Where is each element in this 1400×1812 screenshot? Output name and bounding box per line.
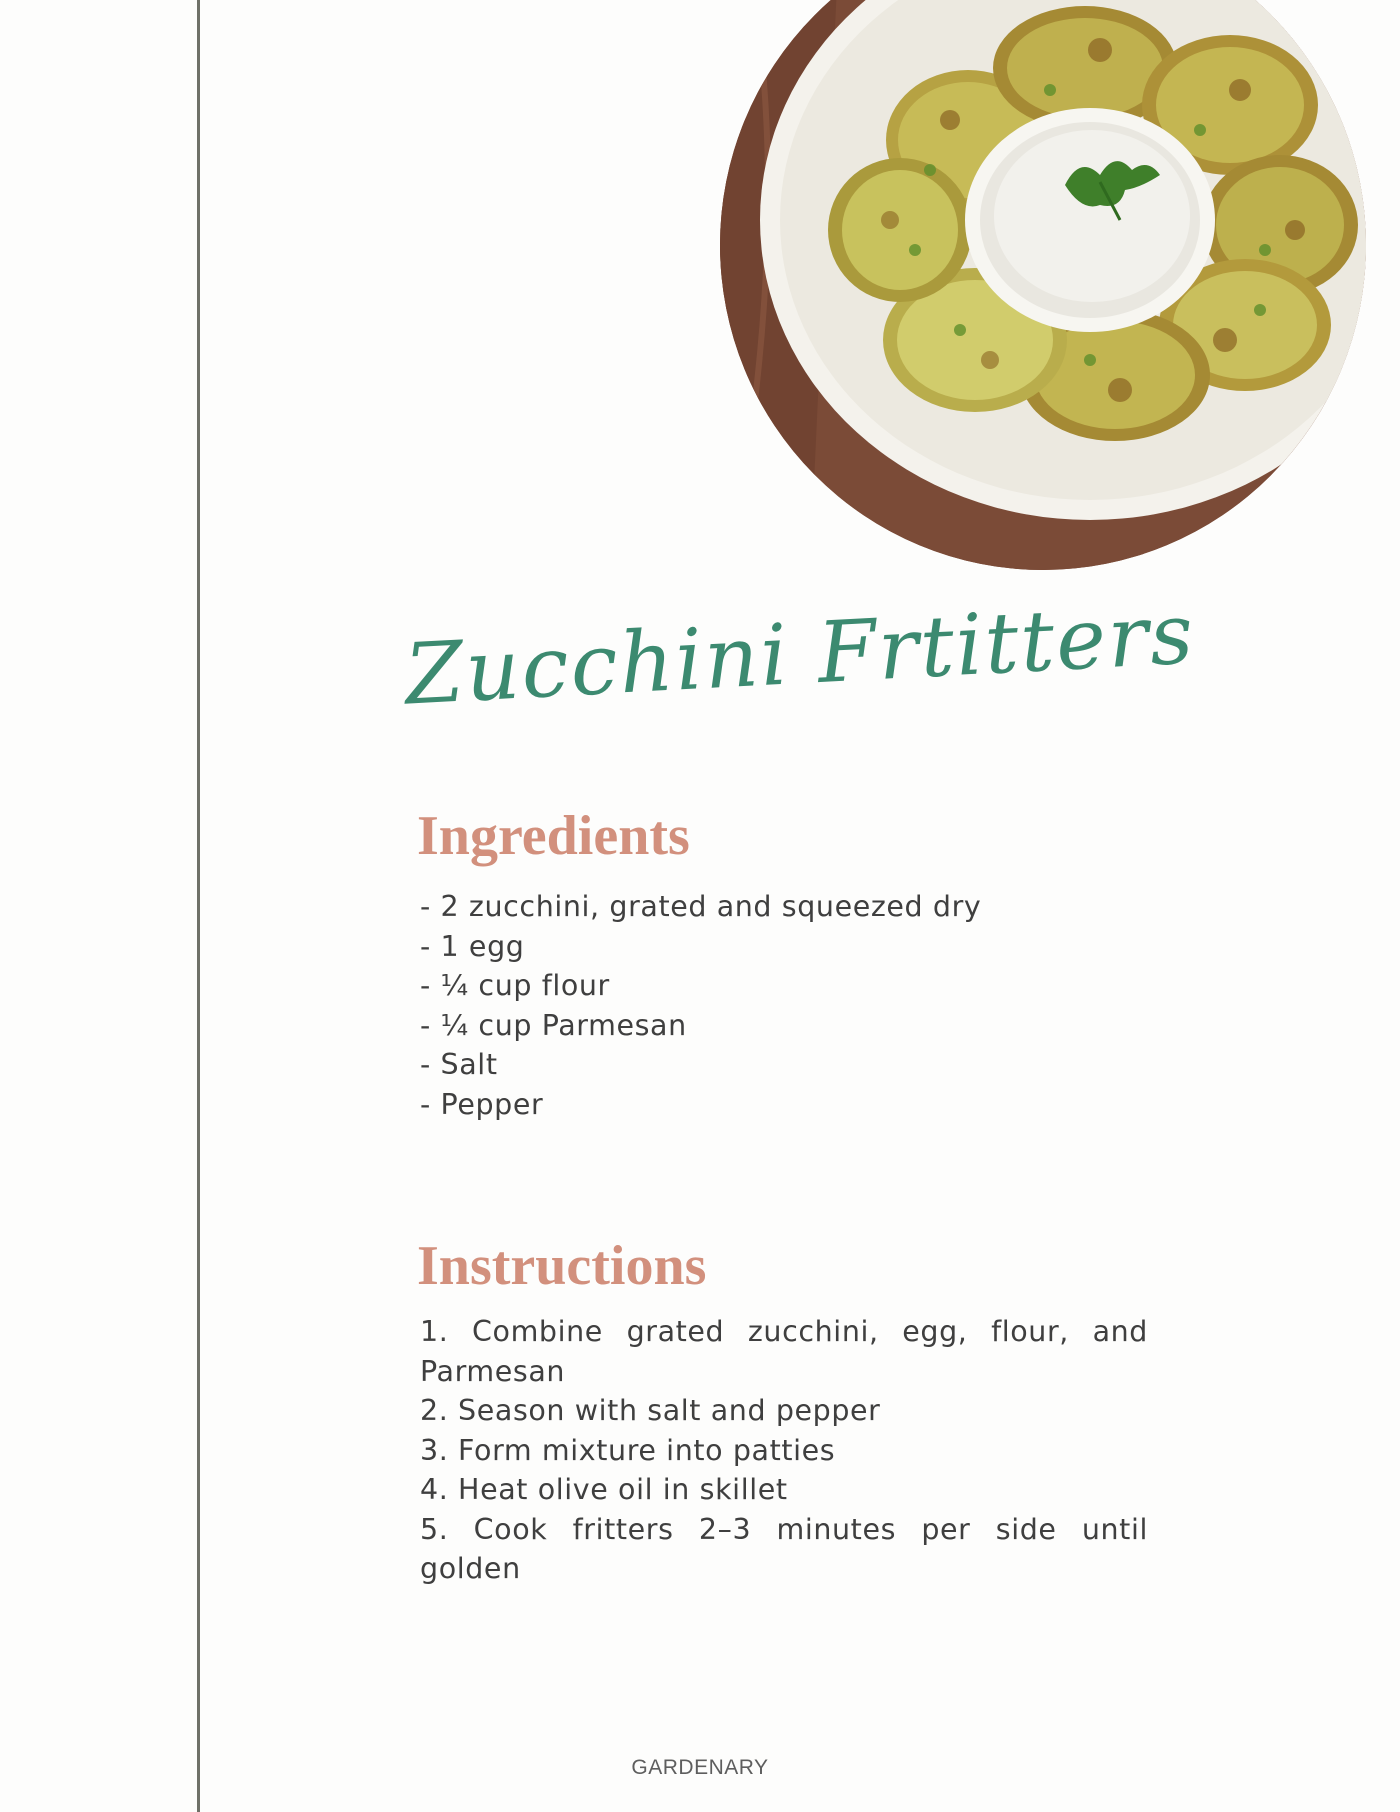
instruction-step: 1. Combine grated zucchini, egg, flour, and Parmesan: [420, 1315, 1148, 1388]
instruction-step: 5. Cook fritters 2–3 minutes per side until golden: [420, 1512, 1148, 1585]
instructions-list: [420, 1312, 1148, 1589]
instruction-step: 4. Heat olive oil in skillet: [420, 1473, 788, 1506]
ingredient-item: - ¼ cup flour: [420, 969, 610, 1002]
ingredient-item: - Salt: [420, 1048, 498, 1081]
margin-rule: [197, 0, 200, 1812]
footer-brand: GARDENARY: [631, 1756, 769, 1779]
recipe-photo: [720, 0, 1366, 570]
ingredient-item: - ¼ cup Parmesan: [420, 1008, 687, 1042]
recipe-title: Zucchini Frtitters: [402, 584, 1198, 724]
ingredient-item: - 1 egg: [420, 929, 525, 963]
ingredient-item: - Pepper: [420, 1087, 544, 1121]
ingredients-heading: Ingredients: [417, 805, 690, 867]
ingredient-item: - 2 zucchini, grated and squeezed dry: [420, 890, 982, 923]
ingredients-list: [420, 887, 1148, 1124]
instruction-step: 2. Season with salt and pepper: [420, 1394, 881, 1427]
instruction-step: 3. Form mixture into patties: [420, 1433, 836, 1467]
instructions-heading: Instructions: [417, 1235, 707, 1297]
